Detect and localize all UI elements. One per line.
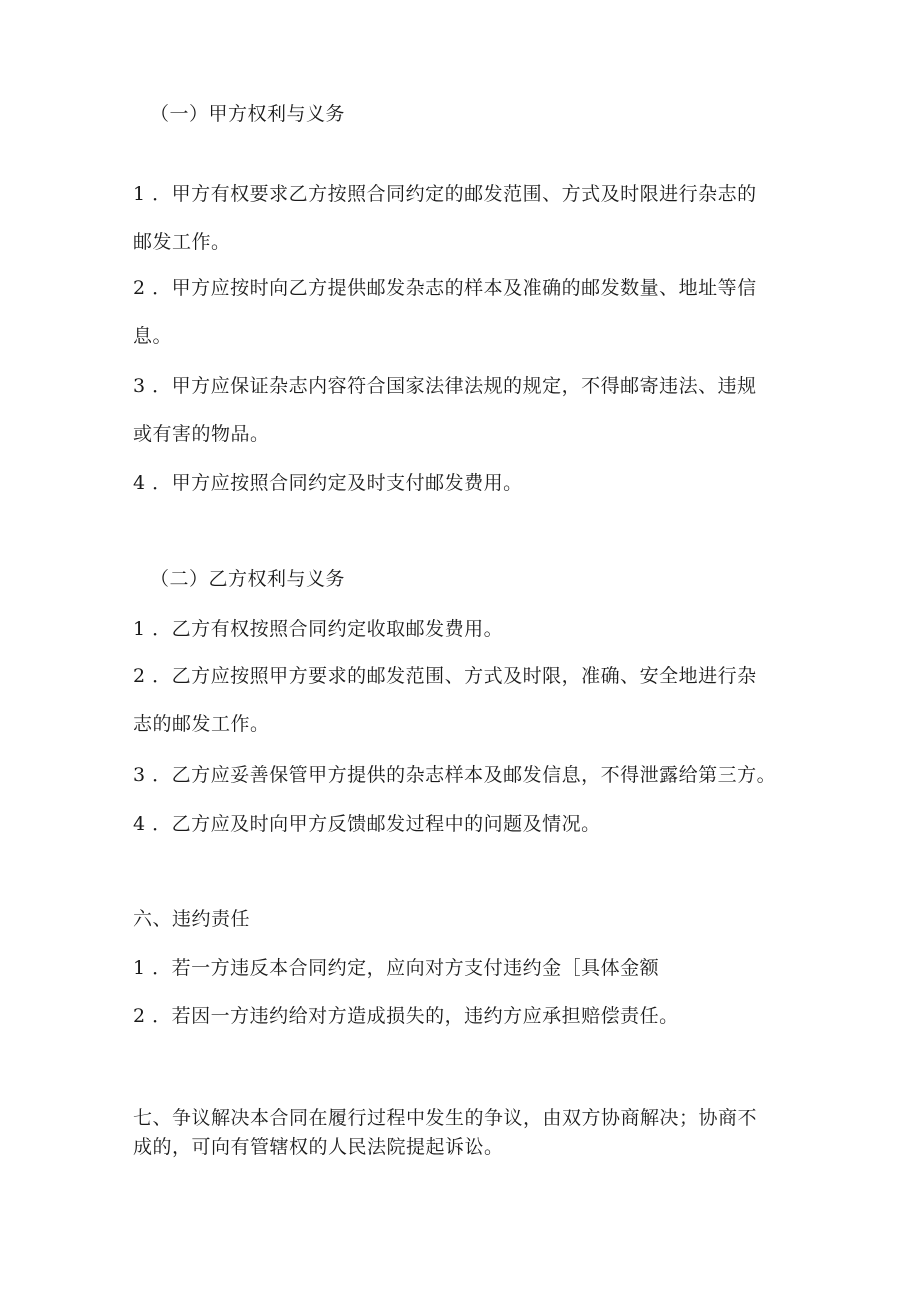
section-seven-line-2: 成的，可向有管辖权的人民法院提起诉讼。 xyxy=(133,1136,504,1158)
section-b-heading: （二）乙方权利与义务 xyxy=(150,568,346,590)
section-six-heading: 六、违约责任 xyxy=(133,908,251,930)
section-b-item-3: 3 ．乙方应妥善保管甲方提供的杂志样本及邮发信息，不得泄露给第三方。 xyxy=(133,764,777,786)
section-a-item-1-line-2: 邮发工作。 xyxy=(133,231,231,253)
section-a-item-2-line-2: 息。 xyxy=(133,325,173,347)
section-seven-line-1: 七、争议解决本合同在履行过程中发生的争议，由双方协商解决；协商不 xyxy=(133,1107,758,1129)
section-six-item-2: 2 ．若因一方违约给对方造成损失的，违约方应承担赔偿责任。 xyxy=(133,1005,679,1027)
section-b-item-2-line-1: 2 ．乙方应按照甲方要求的邮发范围、方式及时限，准确、安全地进行杂 xyxy=(133,665,757,687)
section-a-heading: （一）甲方权利与义务 xyxy=(150,103,346,125)
section-b-item-2-line-2: 志的邮发工作。 xyxy=(133,713,270,735)
section-b-item-1: 1 ．乙方有权按照合同约定收取邮发费用。 xyxy=(133,618,504,640)
section-a-item-3-line-1: 3 ．甲方应保证杂志内容符合国家法律法规的规定，不得邮寄违法、违规 xyxy=(133,375,757,397)
section-a-item-1-line-1: 1 ．甲方有权要求乙方按照合同约定的邮发范围、方式及时限进行杂志的 xyxy=(133,183,757,205)
section-a-item-3-line-2: 或有害的物品。 xyxy=(133,423,270,445)
section-a-item-4: 4 ．甲方应按照合同约定及时支付邮发费用。 xyxy=(133,472,523,494)
section-a-item-2-line-1: 2 ．甲方应按时向乙方提供邮发杂志的样本及准确的邮发数量、地址等信 xyxy=(133,277,757,299)
section-b-item-4: 4 ．乙方应及时向甲方反馈邮发过程中的问题及情况。 xyxy=(133,813,601,835)
section-six-item-1: 1 ．若一方违反本合同约定，应向对方支付违约金［具体金额 xyxy=(133,957,660,979)
